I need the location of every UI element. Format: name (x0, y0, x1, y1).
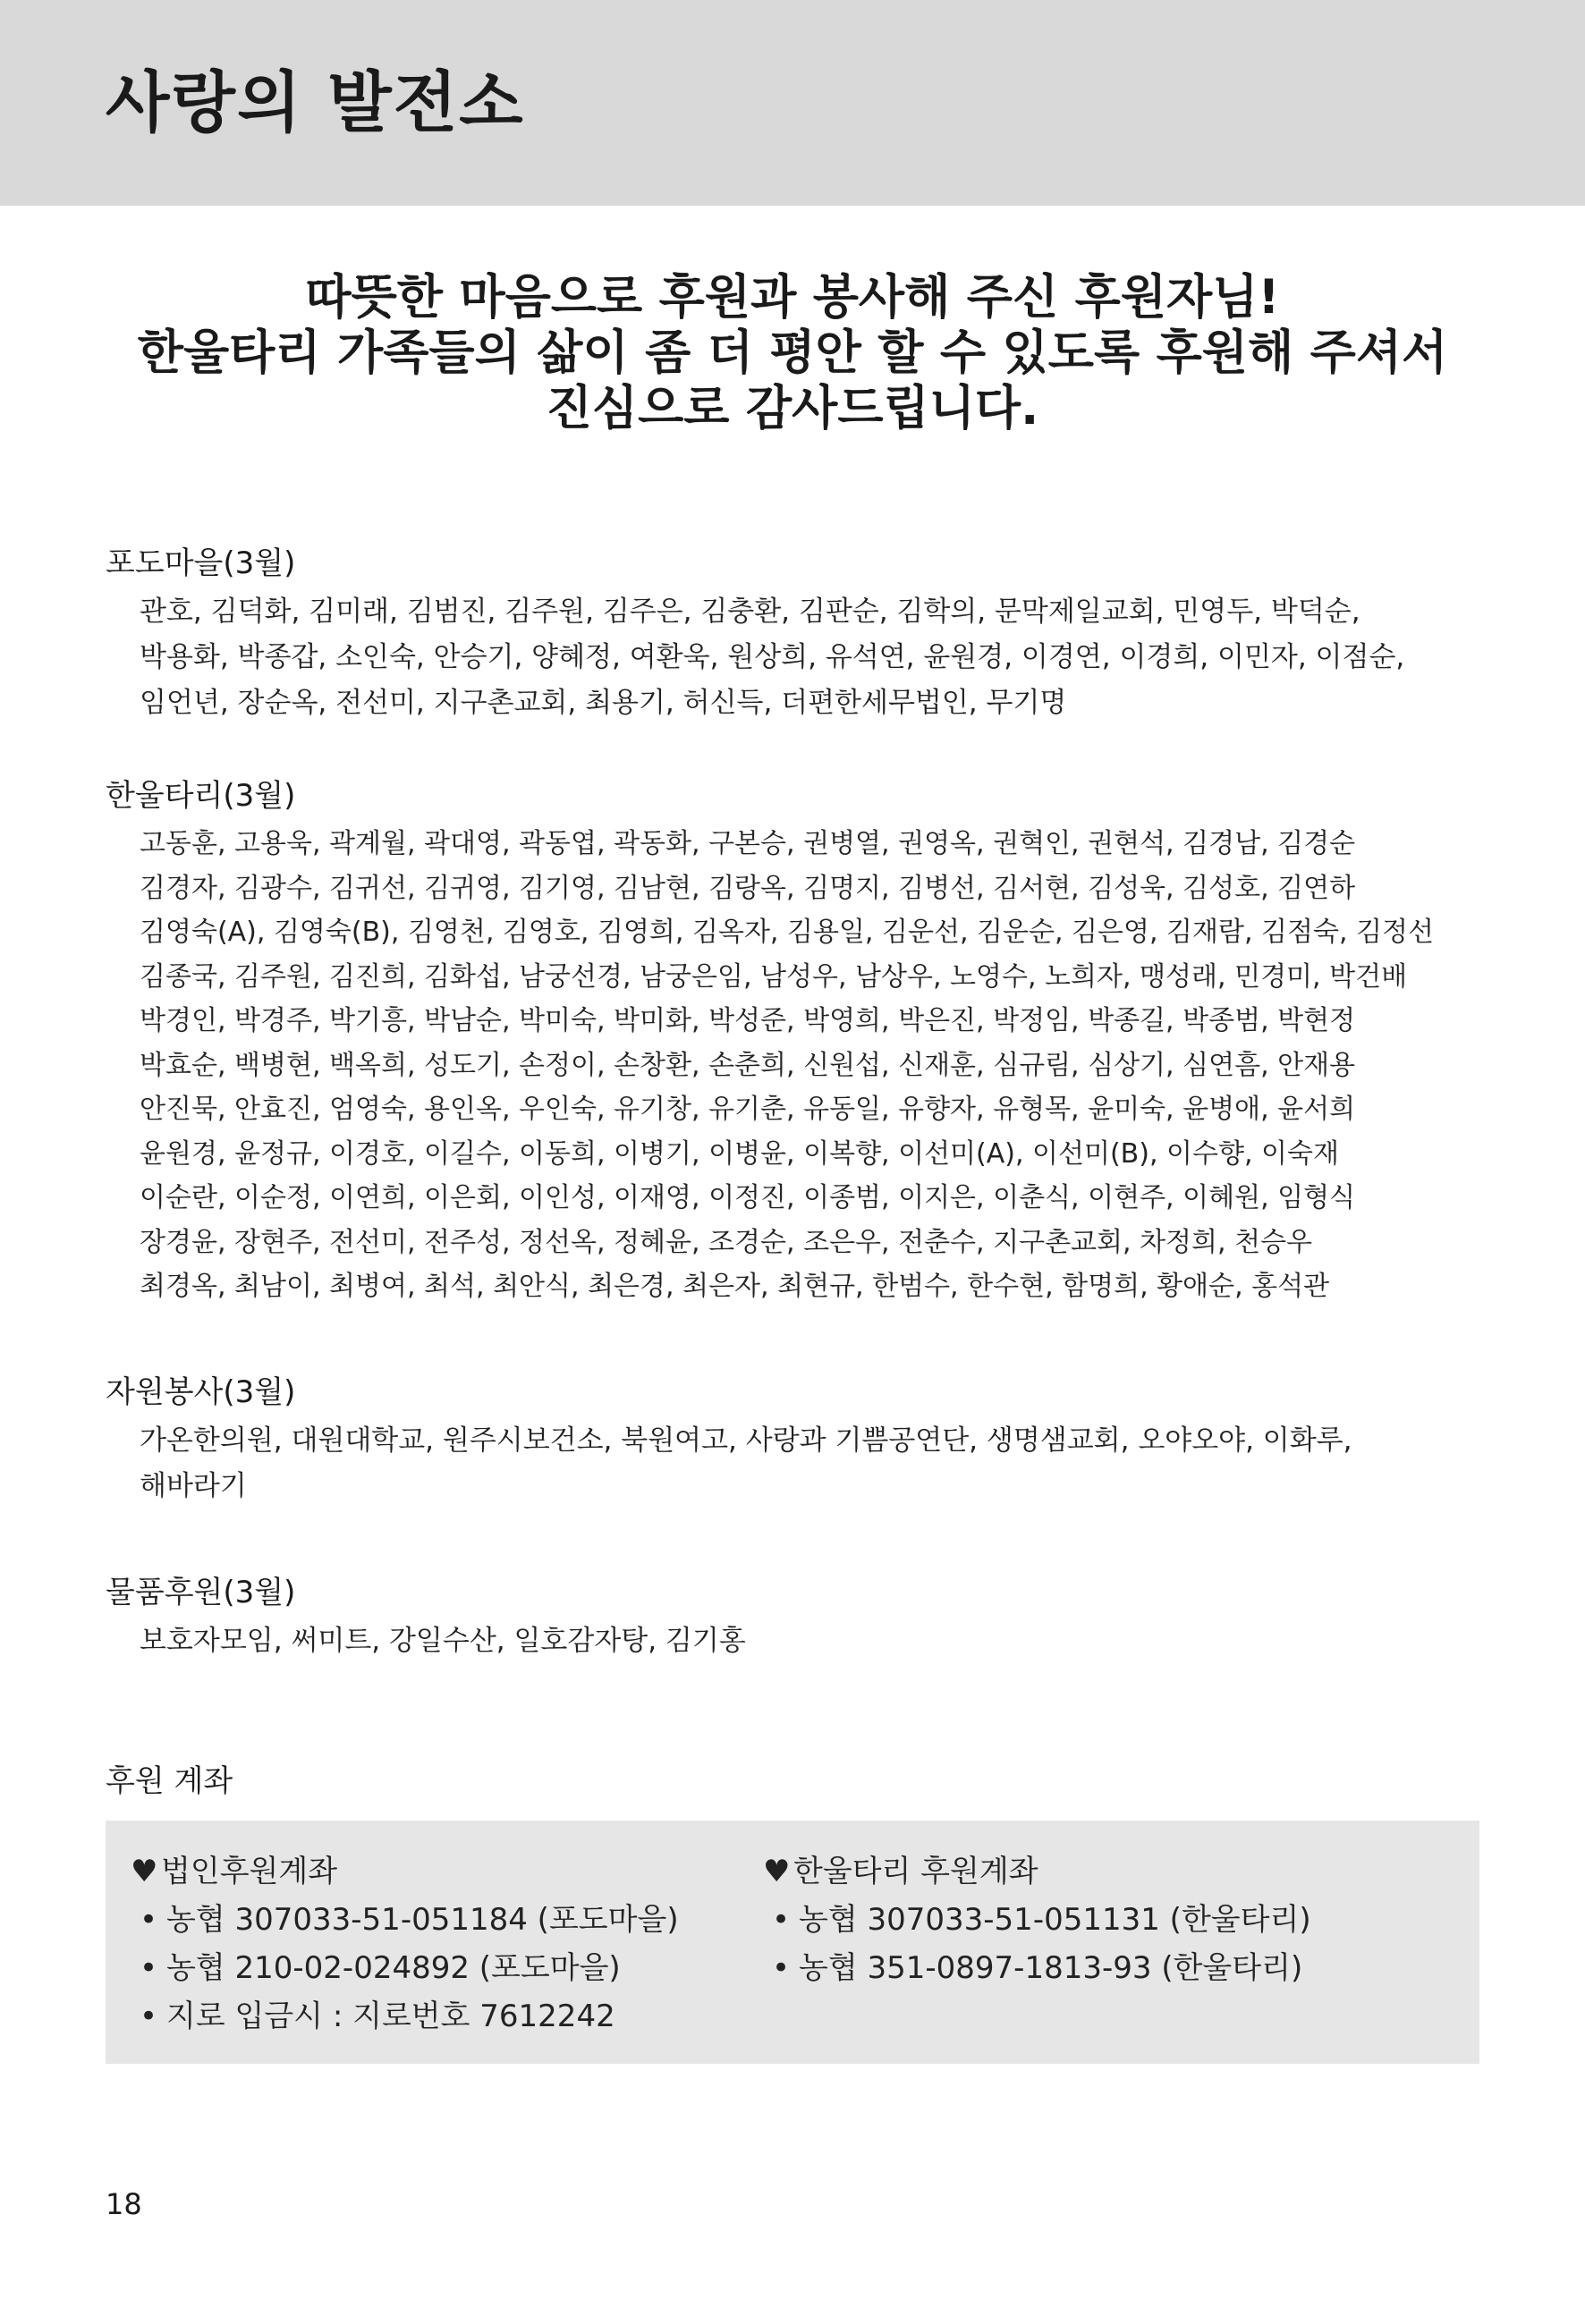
donor-line: 박용화, 박종갑, 소인숙, 안승기, 양혜정, 여환욱, 원상희, 유석연, 윤원경, 이경연, 이경희, 이민자, 이점순, (140, 641, 1405, 673)
donor-line: 이순란, 이순정, 이연희, 이은회, 이인성, 이재영, 이정진, 이종범, 이지은, 이춘식, 이현주, 이혜원, 임형식 (140, 1182, 1356, 1213)
section-volunteer (106, 1374, 1483, 1509)
bullet-icon: • (139, 1999, 158, 2034)
donor-line: 가온한의원, 대원대학교, 원주시보건소, 북원여고, 사랑과 기쁨공연단, 생명샘교회, 오야오야, 이화루, (140, 1424, 1352, 1457)
donor-line: 박경인, 박경주, 박기흥, 박남순, 박미숙, 박미화, 박성준, 박영희, 박은진, 박정임, 박종길, 박종범, 박현정 (140, 1005, 1356, 1036)
thanks-line: 진심으로 감사드립니다. (546, 381, 1039, 435)
donor-list-hanultari (140, 822, 1483, 1309)
section-hanultari (106, 778, 1483, 1309)
account-item: • 농협 307033-51-051131 (한울타리) (763, 1896, 1311, 1944)
goods-list (140, 1618, 1483, 1664)
volunteer-list (140, 1418, 1483, 1509)
account-item: • 농협 210-02-024892 (포도마을) (131, 1944, 679, 1992)
thanks-message (0, 270, 1585, 436)
thanks-line: 한울타리 가족들의 삶이 좀 더 평안 할 수 있도록 후원해 주셔서 (137, 325, 1448, 380)
section-podo (106, 545, 1483, 726)
account-item: • 지로 입금시 : 지로번호 7612242 (131, 1992, 679, 2041)
accounts-title: 후원 계좌 (106, 1763, 233, 1799)
section-title-goods: 물품후원(3월) (106, 1575, 296, 1610)
section-title-volunteer: 자원봉사(3월) (106, 1374, 296, 1410)
bullet-icon: • (139, 1902, 158, 1938)
thanks-line: 따뜻한 마음으로 후원과 봉사해 주신 후원자님! (305, 270, 1280, 325)
accounts-box (106, 1821, 1479, 2064)
heart-icon: ♥ (763, 1854, 791, 1889)
page-number: 18 (106, 2187, 142, 2221)
bullet-icon: • (139, 1950, 158, 1986)
donor-line: 해바라기 (140, 1470, 247, 1502)
corporate-account-column (131, 1847, 679, 2041)
page-title: 사랑의 발전소 (106, 64, 525, 141)
donor-line: 최경옥, 최남이, 최병여, 최석, 최안식, 최은경, 최은자, 최현규, 한범수, 한수현, 함명희, 황애순, 홍석관 (140, 1271, 1330, 1302)
bullet-icon: • (771, 1950, 791, 1986)
account-item: • 농협 307033-51-051184 (포도마을) (131, 1896, 679, 1944)
donor-line: 박효순, 백병현, 백옥희, 성도기, 손정이, 손창환, 손춘희, 신원섭, 신재훈, 심규림, 심상기, 심연흠, 안재용 (140, 1049, 1356, 1081)
donor-line: 장경윤, 장현주, 전선미, 전주성, 정선옥, 정혜윤, 조경순, 조은우, 전춘수, 지구촌교회, 차정희, 천승우 (140, 1226, 1313, 1258)
donor-list-podo (140, 589, 1483, 726)
hanultari-account-column (763, 1847, 1311, 1992)
donor-line: 보호자모임, 써미트, 강일수산, 일호감자탕, 김기홍 (140, 1625, 746, 1657)
donor-line: 윤원경, 윤정규, 이경호, 이길수, 이동희, 이병기, 이병윤, 이복향, 이선미(A), 이선미(B), 이수향, 이숙재 (140, 1137, 1339, 1170)
donor-line: 관호, 김덕화, 김미래, 김범진, 김주원, 김주은, 김충환, 김판순, 김학의, 문막제일교회, 민영두, 박덕순, (140, 596, 1360, 628)
account-item: • 농협 351-0897-1813-93 (한울타리) (763, 1944, 1311, 1992)
donor-line: 김종국, 김주원, 김진희, 김화섭, 남궁선경, 남궁은임, 남성우, 남상우, 노영수, 노희자, 맹성래, 민경미, 박건배 (140, 960, 1408, 993)
account-heading: ♥ 한울타리 후원계좌 (763, 1847, 1311, 1896)
donor-line: 고동훈, 고용욱, 곽계월, 곽대영, 곽동엽, 곽동화, 구본승, 권병열, 권영옥, 권혁인, 권현석, 김경남, 김경순 (140, 828, 1356, 859)
donor-line: 임언년, 장순옥, 전선미, 지구촌교회, 최용기, 허신득, 더편한세무법인, 무기명 (140, 687, 1067, 719)
section-title-podo: 포도마을(3월) (106, 545, 296, 581)
donor-line: 안진묵, 안효진, 엄영숙, 용인옥, 우인숙, 유기창, 유기춘, 유동일, 유향자, 유형목, 윤미숙, 윤병애, 윤서희 (140, 1094, 1356, 1125)
section-title-hanultari: 한울타리(3월) (106, 778, 296, 814)
section-goods (106, 1575, 1483, 1664)
bullet-icon: • (771, 1902, 791, 1938)
donor-line: 김경자, 김광수, 김귀선, 김귀영, 김기영, 김남현, 김랑옥, 김명지, 김병선, 김서현, 김성욱, 김성호, 김연하 (140, 872, 1356, 904)
account-heading: ♥ 법인후원계좌 (131, 1847, 679, 1896)
donor-line: 김영숙(A), 김영숙(B), 김영천, 김영호, 김영희, 김옥자, 김용일, 김운선, 김운순, 김은영, 김재람, 김점숙, 김정선 (140, 917, 1435, 948)
heart-icon: ♥ (131, 1854, 158, 1889)
